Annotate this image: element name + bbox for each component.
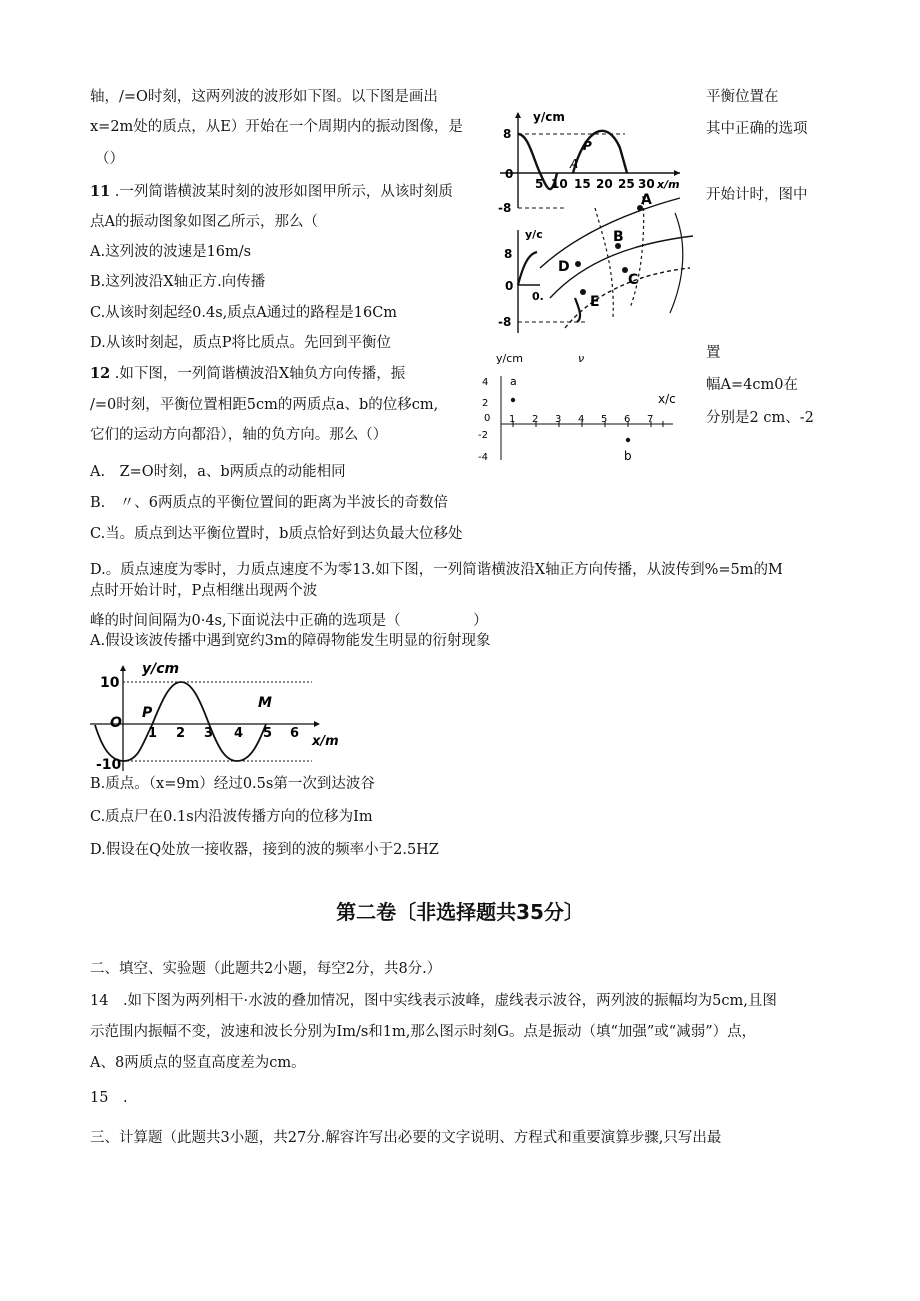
q11-number: 11 bbox=[90, 183, 111, 200]
y-axis-label: y/cm bbox=[533, 110, 565, 124]
fig3-ytick-2: 2 bbox=[482, 398, 489, 409]
q14-line2: 示范围内振幅不变，波速和波长分别为Im/s和1m,那么图示时刻G。点是振动（填“加强”或“减弱”）点， bbox=[90, 1024, 757, 1040]
q13-option-a: A.假设该波传播中遇到宽约3m的障碍物能发生明显的衍射现象 bbox=[90, 633, 491, 649]
fig2-y-max: 8 bbox=[504, 247, 513, 261]
fig3-point-b-label: b bbox=[624, 449, 632, 463]
q13-option-b: B.质点。（x=9m）经过0.5s第一次到达波谷 bbox=[90, 776, 375, 792]
fig4-xtick-6: 6 bbox=[290, 726, 300, 741]
fig3-point-b bbox=[626, 438, 630, 442]
q11-stem-line1 bbox=[90, 183, 453, 201]
x-axis-arrow bbox=[674, 170, 680, 176]
fig2-small-label: 0. bbox=[532, 290, 544, 303]
q11-stem-text: .一列简谐横波某时刻的波形如图甲所示，从该时刻质 bbox=[114, 184, 453, 200]
fig4-x-arrow bbox=[314, 721, 320, 727]
fig3-ytick-neg2: -2 bbox=[478, 430, 488, 441]
fig3-xtick-5: 5 bbox=[601, 414, 608, 425]
fig2-origin: 0 bbox=[505, 279, 514, 293]
origin-label: 0 bbox=[505, 167, 514, 181]
fig3-xtick-2: 2 bbox=[532, 414, 539, 425]
q15-line: 15 . bbox=[90, 1090, 128, 1106]
q12-option-c: C.当。质点到达平衡位置时，b质点恰好到达负最大位移处 bbox=[90, 526, 463, 542]
right-fragment-1: 平衡位置在 bbox=[706, 89, 779, 105]
q12-stem-text: .如下图，一列简谐横波沿X轴负方向传播，振 bbox=[114, 366, 406, 382]
point-a-label: A bbox=[570, 157, 579, 171]
fig3-y-ticks bbox=[478, 377, 490, 463]
fig3-xtick-1: 1 bbox=[509, 414, 516, 425]
q13-wave-figure bbox=[90, 655, 350, 775]
fig3-xtick-3: 3 bbox=[555, 414, 562, 425]
q14-line1: 14 .如下图为两列相干·水波的叠加情况，图中实线表示波峰，虚线表示波谷，两列波的振幅均为5cm,且图 bbox=[90, 993, 777, 1009]
fig4-x-label: x/m bbox=[312, 734, 339, 749]
fig4-xtick-1: 1 bbox=[148, 726, 158, 741]
fig4-xtick-2: 2 bbox=[176, 726, 186, 741]
q12-option-d-q13-stem: D.。质点速度为零时，力质点速度不为零13.如下图，一列简谐横波沿X轴正方向传播，从波传到%=5m的M bbox=[90, 562, 783, 578]
x-tick-10: 10 bbox=[551, 177, 568, 191]
point-d-label: D bbox=[558, 259, 570, 275]
q10-text-line1: 轴，/=O时刻，这两列波的波形如下图。以下图是画出 bbox=[90, 89, 438, 105]
fig4-point-m: M bbox=[258, 695, 272, 711]
right-fragment-3: 开始计时，图中 bbox=[706, 187, 808, 203]
q13-option-c: C.质点尸在0.1s内沿波传播方向的位移为Im bbox=[90, 809, 373, 825]
x-tick-20: 20 bbox=[596, 177, 613, 191]
fig3-point-a-label: a bbox=[510, 375, 517, 388]
y-min-label: -8 bbox=[498, 201, 512, 215]
q11-option-b: B.这列波沿X轴正方.向传播 bbox=[90, 274, 266, 290]
fig4-point-p: P bbox=[142, 705, 153, 721]
right-fragment-2: 其中正确的选项 bbox=[706, 121, 808, 137]
right-fragment-4: 置 bbox=[706, 345, 721, 361]
fig4-xtick-5: 5 bbox=[263, 726, 273, 741]
q14-line3: A、8两质点的竖直高度差为cm。 bbox=[90, 1055, 306, 1071]
fig4-xtick-4: 4 bbox=[234, 726, 244, 741]
point-d bbox=[575, 261, 581, 267]
fig4-y-label: y/cm bbox=[142, 661, 180, 677]
fig3-y-label: y/cm bbox=[496, 352, 523, 365]
fig3-ytick-4: 4 bbox=[482, 377, 489, 388]
fig3-xtick-6: 6 bbox=[624, 414, 631, 425]
point-e-label: E bbox=[590, 294, 600, 310]
fig3-x-label: x/c bbox=[658, 392, 676, 406]
q13-option-d: D.假设在Q处放一接收器，接到的波的频率小于2.5HZ bbox=[90, 842, 439, 858]
fill-section-heading: 二、填空、实验题（此题共2小题，每空2分，共8分.） bbox=[90, 961, 442, 977]
x-axis-label: x/m bbox=[657, 178, 680, 191]
point-a-label: A bbox=[641, 192, 652, 208]
q10-bracket: （） bbox=[95, 151, 124, 167]
right-fragment-5: 幅A=4cm0在 bbox=[706, 377, 798, 393]
point-b-label: B bbox=[613, 229, 624, 245]
q13-stem-line2: 点时开始计时，P点相继出现两个波 bbox=[90, 583, 318, 599]
fig4-y-arrow bbox=[120, 665, 126, 671]
ab-displacement-figure bbox=[478, 348, 688, 466]
q11-option-c: C.从该时刻起经0.4s,质点A通过的路程是16Cm bbox=[90, 305, 398, 321]
wave-front-5 bbox=[630, 196, 644, 308]
wave-front-6 bbox=[670, 213, 683, 313]
fig3-xtick-7: 7 bbox=[647, 414, 654, 425]
fig4-y-min: -10 bbox=[96, 757, 122, 773]
fig3-xtick-4: 4 bbox=[578, 414, 585, 425]
wave-front-1 bbox=[540, 198, 680, 268]
q11-option-a: A.这列波的波速是16m/s bbox=[90, 244, 252, 260]
interference-figure bbox=[495, 188, 695, 338]
x-tick-25: 25 bbox=[618, 177, 635, 191]
fig2-y-label: y/c bbox=[525, 228, 543, 241]
y-max-label: 8 bbox=[503, 127, 512, 141]
fig4-y-max: 10 bbox=[100, 675, 120, 691]
right-fragment-6: 分别是2 cm、-2 bbox=[706, 410, 814, 426]
y-axis-arrow bbox=[515, 112, 521, 118]
q11-stem-line2: 点A的振动图象如图乙所示，那么（ bbox=[90, 214, 318, 230]
point-e bbox=[580, 289, 586, 295]
fig3-extra-label: ν bbox=[578, 352, 585, 365]
q12-stem-line1 bbox=[90, 365, 405, 383]
q12-stem-line3: 它们的运动方向都沿），轴的负方向。那么（） bbox=[90, 427, 388, 443]
x-tick-5: 5 bbox=[535, 177, 544, 191]
q12-number: 12 bbox=[90, 365, 111, 382]
fig3-point-a bbox=[511, 398, 515, 402]
fig2-vibration-curve bbox=[518, 252, 537, 285]
point-p-label: P bbox=[583, 139, 592, 153]
wave-curve-2 bbox=[573, 131, 627, 173]
q12-option-a: A. Z=O时刻，a、b两质点的动能相同 bbox=[90, 464, 346, 480]
wave-front-2 bbox=[550, 236, 693, 298]
q10-text-line2: x=2m处的质点，从E）开始在一个周期内的振动图像，是 bbox=[90, 119, 463, 135]
fig2-y-min: -8 bbox=[498, 315, 512, 329]
point-c-label: C bbox=[628, 272, 639, 288]
fig2-curve-tail bbox=[575, 298, 580, 322]
calc-section-heading: 三、计算题（此题共3小题，共27分.解容许写出必要的文字说明、方程式和重要演算步骤,只写出最 bbox=[90, 1130, 722, 1146]
fig3-ytick-0: 0 bbox=[484, 413, 491, 424]
q12-option-b: B. 〃、6两质点的平衡位置间的距离为半波长的奇数倍 bbox=[90, 495, 448, 511]
fig3-ytick-neg4: -4 bbox=[478, 452, 488, 463]
x-tick-15: 15 bbox=[574, 177, 591, 191]
x-tick-30: 30 bbox=[638, 177, 655, 191]
q12-stem-line2: /=0时刻，平衡位置相距5cm的两质点a、b的位移cm, bbox=[90, 397, 439, 413]
section2-title: 第二卷〔非选择题共35分〕 bbox=[336, 900, 584, 924]
fig4-origin: O bbox=[110, 715, 122, 731]
q11-option-d: D.从该时刻起，质点P将比质点。先回到平衡位 bbox=[90, 335, 391, 351]
q13-stem-line3: 峰的时间间隔为0·4s,下面说法中正确的选项是（ ） bbox=[90, 613, 488, 629]
fig4-xtick-3: 3 bbox=[204, 726, 214, 741]
